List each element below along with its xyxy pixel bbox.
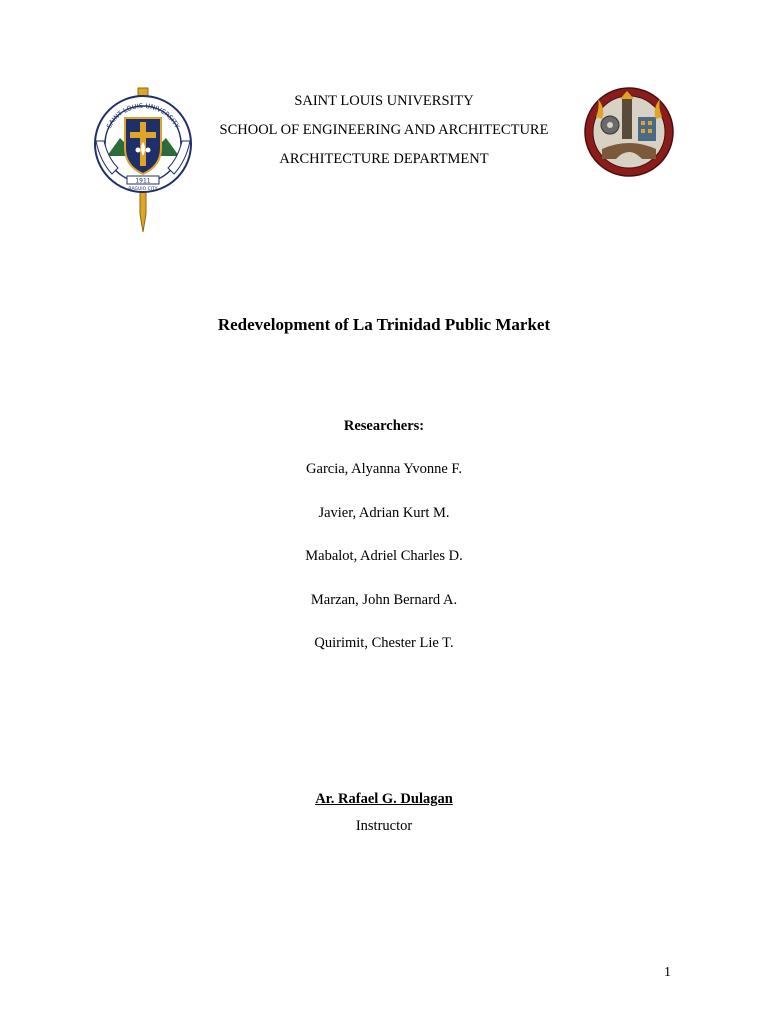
page-number: 1 [664, 965, 671, 980]
researcher-name: Marzan, John Bernard A. [310, 591, 458, 608]
seal-motto-text: BAGUIO CITY [128, 187, 158, 192]
seal-arc-text: SAINT LOUIS UNIVERSITY [104, 101, 182, 130]
researcher-name: Quirimit, Chester Lie T. [314, 635, 454, 651]
researcher-name: Mabalot, Adriel Charles D. [305, 548, 463, 564]
seal-year-text: 1911 [135, 177, 151, 185]
researchers-heading: Researchers: [343, 418, 425, 434]
department-name: ARCHITECTURE DEPARTMENT [279, 151, 489, 167]
document-title: Redevelopment of La Trinidad Public Market [217, 315, 551, 334]
researchers-list [0, 460, 768, 678]
researcher-name: Garcia, Alyanna Yvonne F. [306, 461, 462, 477]
university-name: SAINT LOUIS UNIVERSITY [294, 93, 474, 109]
instructor-name: Ar. Rafael G. Dulagan [315, 791, 453, 807]
school-name: SCHOOL OF ENGINEERING AND ARCHITECTURE [219, 122, 549, 138]
engineering-architecture-seal-icon [582, 87, 676, 177]
researcher-name: Javier, Adrian Kurt M. [318, 504, 450, 521]
instructor-role: Instructor [355, 818, 413, 834]
